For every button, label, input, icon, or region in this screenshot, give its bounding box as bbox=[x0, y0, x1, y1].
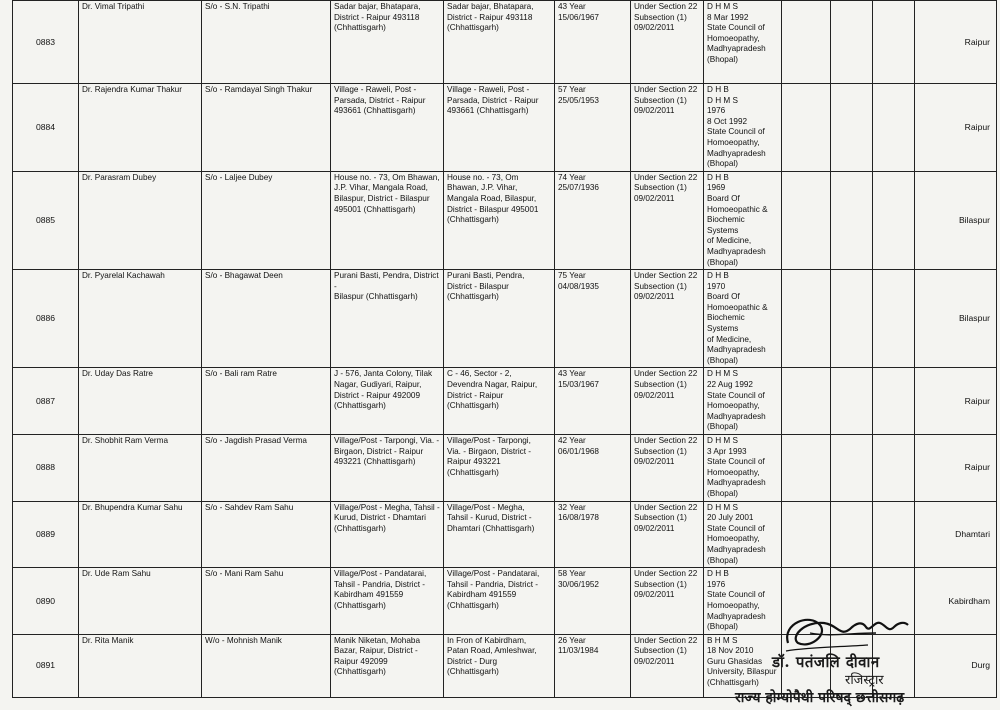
table-row bbox=[13, 435, 997, 502]
permanent-address: Sadar bajar, Bhatapara, District - Raipur 493118 (Chhattisgarh) bbox=[331, 1, 444, 84]
blank-cell bbox=[873, 368, 915, 435]
guardian-relation: S/o - Laljee Dubey bbox=[202, 171, 331, 269]
practitioner-name: Dr. Uday Das Ratre bbox=[79, 368, 202, 435]
registration-section: Under Section 22 Subsection (1) 09/02/2011 bbox=[631, 568, 704, 635]
practitioner-name: Dr. Rita Manik bbox=[79, 634, 202, 697]
district: Dhamtari bbox=[915, 501, 997, 568]
permanent-address: Purani Basti, Pendra, District - Bilaspur (Chhattisgarh) bbox=[331, 270, 444, 368]
council-name: राज्य होम्योपैथी परिषद् छत्तीसगढ़ bbox=[735, 690, 905, 706]
district: Raipur bbox=[915, 84, 997, 172]
permanent-address: Village/Post - Tarpongi, Via. - Birgaon, District - Raipur 493221 (Chhattisgarh) bbox=[331, 435, 444, 502]
age-and-dob: 43 Year 15/03/1967 bbox=[555, 368, 631, 435]
district: Raipur bbox=[915, 368, 997, 435]
qualification: D H M S 20 July 2001 State Council of Homoeopathy, Madhyapradesh (Bhopal) bbox=[704, 501, 782, 568]
registration-number: 0885 bbox=[13, 171, 79, 269]
registrar-name: डॉ. पतंजलि दीवान bbox=[772, 653, 880, 671]
blank-cell bbox=[831, 435, 873, 502]
qualification: D H M S 3 Apr 1993 State Council of Homoeopathy, Madhyapradesh (Bhopal) bbox=[704, 435, 782, 502]
blank-cell bbox=[873, 1, 915, 84]
registration-section: Under Section 22 Subsection (1) 09/02/2011 bbox=[631, 435, 704, 502]
registration-section: Under Section 22 Subsection (1) 09/02/2011 bbox=[631, 501, 704, 568]
blank-cell bbox=[873, 171, 915, 269]
table-row bbox=[13, 171, 997, 269]
current-address: C - 46, Sector - 2, Devendra Nagar, Raipur, District - Raipur (Chhattisgarh) bbox=[444, 368, 555, 435]
table-row bbox=[13, 368, 997, 435]
age-and-dob: 42 Year 06/01/1968 bbox=[555, 435, 631, 502]
blank-cell bbox=[782, 368, 831, 435]
blank-cell bbox=[831, 1, 873, 84]
current-address: Sadar bajar, Bhatapara, District - Raipur 493118 (Chhattisgarh) bbox=[444, 1, 555, 84]
table-row bbox=[13, 501, 997, 568]
registration-number: 0891 bbox=[13, 634, 79, 697]
qualification: D H M S 22 Aug 1992 State Council of Homoeopathy, Madhyapradesh (Bhopal) bbox=[704, 368, 782, 435]
current-address: In Fron of Kabirdham, Patan Road, Amleshwar, District - Durg (Chhattisgarh) bbox=[444, 634, 555, 697]
blank-cell bbox=[831, 501, 873, 568]
guardian-relation: S/o - S.N. Tripathi bbox=[202, 1, 331, 84]
qualification: B H M S 18 Nov 2010 Guru Ghasidas University, Bilaspur (Chhattisgarh) bbox=[704, 634, 782, 697]
district: Kabirdham bbox=[915, 568, 997, 635]
permanent-address: Village/Post - Megha, Tahsil - Kurud, District - Dhamtari (Chhattisgarh) bbox=[331, 501, 444, 568]
practitioner-name: Dr. Parasram Dubey bbox=[79, 171, 202, 269]
blank-cell bbox=[782, 84, 831, 172]
current-address: Village - Raweli, Post - Parsada, District - Raipur 493661 (Chhattisgarh) bbox=[444, 84, 555, 172]
registration-number: 0887 bbox=[13, 368, 79, 435]
registration-register-sheet bbox=[12, 0, 996, 698]
current-address: Purani Basti, Pendra, District - Bilaspur (Chhattisgarh) bbox=[444, 270, 555, 368]
guardian-relation: W/o - Mohnish Manik bbox=[202, 634, 331, 697]
blank-cell bbox=[873, 435, 915, 502]
district: Raipur bbox=[915, 435, 997, 502]
qualification: D H B D H M S 1976 8 Oct 1992 State Council of Homoeopathy, Madhyapradesh (Bhopal) bbox=[704, 84, 782, 172]
table-row bbox=[13, 1, 997, 84]
age-and-dob: 75 Year 04/08/1935 bbox=[555, 270, 631, 368]
age-and-dob: 26 Year 11/03/1984 bbox=[555, 634, 631, 697]
qualification: D H B 1976 State Council of Homoeopathy, Madhyapradesh (Bhopal) bbox=[704, 568, 782, 635]
blank-cell bbox=[831, 270, 873, 368]
district: Raipur bbox=[915, 1, 997, 84]
guardian-relation: S/o - Bhagawat Deen bbox=[202, 270, 331, 368]
practitioner-name: Dr. Shobhit Ram Verma bbox=[79, 435, 202, 502]
age-and-dob: 32 Year 16/08/1978 bbox=[555, 501, 631, 568]
registration-number: 0888 bbox=[13, 435, 79, 502]
registration-section: Under Section 22 Subsection (1) 09/02/2011 bbox=[631, 634, 704, 697]
practitioner-name: Dr. Pyarelal Kachawah bbox=[79, 270, 202, 368]
blank-cell bbox=[782, 435, 831, 502]
registration-section: Under Section 22 Subsection (1) 09/02/2011 bbox=[631, 84, 704, 172]
qualification: D H B 1969 Board Of Homoeopathic & Biochemic Systems of Medicine, Madhyapradesh (Bhopal) bbox=[704, 171, 782, 269]
table-row bbox=[13, 84, 997, 172]
guardian-relation: S/o - Ramdayal Singh Thakur bbox=[202, 84, 331, 172]
registration-section: Under Section 22 Subsection (1) 09/02/2011 bbox=[631, 270, 704, 368]
blank-cell bbox=[782, 171, 831, 269]
permanent-address: Village - Raweli, Post - Parsada, District - Raipur 493661 (Chhattisgarh) bbox=[331, 84, 444, 172]
current-address: Village/Post - Tarpongi, Via. - Birgaon, District - Raipur 493221 (Chhattisgarh) bbox=[444, 435, 555, 502]
practitioner-name: Dr. Ude Ram Sahu bbox=[79, 568, 202, 635]
blank-cell bbox=[873, 84, 915, 172]
permanent-address: Village/Post - Pandatarai, Tahsil - Pandria, District - Kabirdham 491559 (Chhattisgarh) bbox=[331, 568, 444, 635]
registration-number: 0883 bbox=[13, 1, 79, 84]
table-row bbox=[13, 270, 997, 368]
blank-cell bbox=[831, 84, 873, 172]
district: Bilaspur bbox=[915, 171, 997, 269]
registration-number: 0886 bbox=[13, 270, 79, 368]
blank-cell bbox=[873, 501, 915, 568]
permanent-address: Manik Niketan, Mohaba Bazar, Raipur, District - Raipur 492099 (Chhattisgarh) bbox=[331, 634, 444, 697]
permanent-address: J - 576, Janta Colony, Tilak Nagar, Gudiyari, Raipur, District - Raipur 492009 (Chhattisgarh) bbox=[331, 368, 444, 435]
blank-cell bbox=[831, 171, 873, 269]
guardian-relation: S/o - Mani Ram Sahu bbox=[202, 568, 331, 635]
registration-number: 0890 bbox=[13, 568, 79, 635]
registration-section: Under Section 22 Subsection (1) 09/02/2011 bbox=[631, 171, 704, 269]
registrar-title: रजिस्ट्रार bbox=[845, 673, 884, 688]
register-rows bbox=[13, 1, 997, 698]
blank-cell bbox=[782, 1, 831, 84]
current-address: Village/Post - Megha, Tahsil - Kurud, District - Dhamtari (Chhattisgarh) bbox=[444, 501, 555, 568]
blank-cell bbox=[782, 270, 831, 368]
practitioner-name: Dr. Rajendra Kumar Thakur bbox=[79, 84, 202, 172]
district: Durg bbox=[915, 634, 997, 697]
guardian-relation: S/o - Jagdish Prasad Verma bbox=[202, 435, 331, 502]
age-and-dob: 74 Year 25/07/1936 bbox=[555, 171, 631, 269]
age-and-dob: 57 Year 25/05/1953 bbox=[555, 84, 631, 172]
qualification: D H M S 8 Mar 1992 State Council of Homoeopathy, Madhyapradesh (Bhopal) bbox=[704, 1, 782, 84]
practitioner-name: Dr. Vimal Tripathi bbox=[79, 1, 202, 84]
blank-cell bbox=[873, 270, 915, 368]
practitioner-name: Dr. Bhupendra Kumar Sahu bbox=[79, 501, 202, 568]
blank-cell bbox=[831, 368, 873, 435]
district: Bilaspur bbox=[915, 270, 997, 368]
age-and-dob: 43 Year 15/06/1967 bbox=[555, 1, 631, 84]
guardian-relation: S/o - Sahdev Ram Sahu bbox=[202, 501, 331, 568]
registration-section: Under Section 22 Subsection (1) 09/02/2011 bbox=[631, 368, 704, 435]
blank-cell bbox=[782, 501, 831, 568]
registration-number: 0889 bbox=[13, 501, 79, 568]
register-table bbox=[12, 0, 997, 698]
permanent-address: House no. - 73, Om Bhawan, J.P. Vihar, Mangala Road, Bilaspur, District - Bilaspur 495001 (Chhattisgarh) bbox=[331, 171, 444, 269]
age-and-dob: 58 Year 30/06/1952 bbox=[555, 568, 631, 635]
current-address: Village/Post - Pandatarai, Tahsil - Pandria, District - Kabirdham 491559 (Chhattisgarh) bbox=[444, 568, 555, 635]
current-address: House no. - 73, Om Bhawan, J.P. Vihar, Mangala Road, Bilaspur, District - Bilaspur 495001 (Chhattisgarh) bbox=[444, 171, 555, 269]
registration-number: 0884 bbox=[13, 84, 79, 172]
guardian-relation: S/o - Bali ram Ratre bbox=[202, 368, 331, 435]
qualification: D H B 1970 Board Of Homoeopathic & Biochemic Systems of Medicine, Madhyapradesh (Bhopal) bbox=[704, 270, 782, 368]
registration-section: Under Section 22 Subsection (1) 09/02/2011 bbox=[631, 1, 704, 84]
